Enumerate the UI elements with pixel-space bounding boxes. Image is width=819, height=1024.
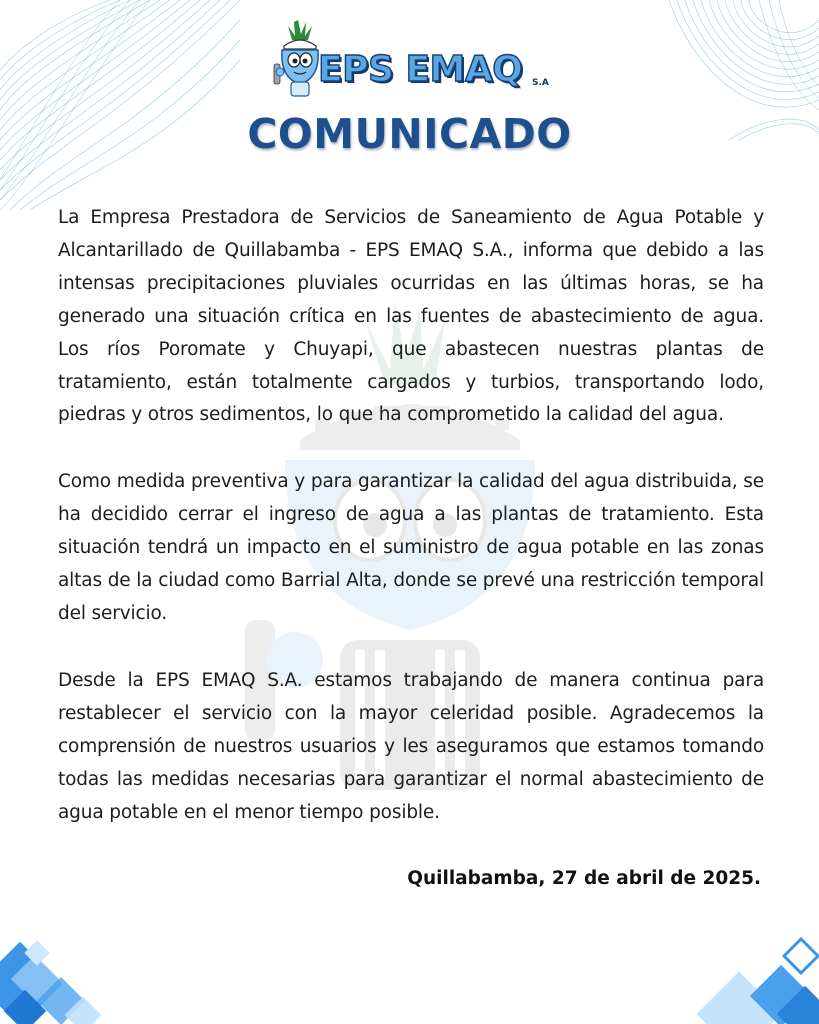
paragraph-1: La Empresa Prestadora de Servicios de Saneamiento de Agua Potable y Alcantarillado de Quillabamba - EPS EMAQ S.A., informa que debido a las intensas precipitaciones pluviales ocurridas en las últimas horas, se ha generado una situación crítica en las fuentes de abastecimiento de agua. Los ríos Poromate y Chuyapi, que abastecen nuestras plantas de tratamiento, están totalmente cargados y turbios, transportando lodo, piedras y otros sedimentos, lo que ha comprometido la calidad del agua. [58, 207, 764, 426]
diamond-decoration-bottom-left [0, 914, 130, 1024]
communique-body [58, 202, 764, 863]
page-title: COMUNICADO [247, 110, 572, 158]
place-and-date: Quillabamba, 27 de abril de 2025. [407, 868, 761, 889]
logo-suffix: S.A [532, 78, 549, 88]
paragraph-2: Como medida preventiva y para garantizar la calidad del agua distribuida, se ha decidido cerrar el ingreso de agua a las plantas de tratamiento. Esta situación tendrá un impacto en el suministro de agua potable en las zonas altas de la ciudad como Barrial Alta, donde se prevé una restricción temporal del servicio. [58, 471, 764, 624]
diamond-decoration-bottom-right [689, 934, 819, 1024]
logo-wordmark: EPS EMAQ [318, 49, 523, 90]
company-logo [270, 20, 555, 100]
wave-decoration-top-left [0, 0, 240, 210]
paragraph-3: Desde la EPS EMAQ S.A. estamos trabajando de manera continua para restablecer el servicio con la mayor celeridad posible. Agradecemos la comprensión de nuestros usuarios y les aseguramos que estamos tomando todas las medidas necesarias para garantizar el normal abastecimiento de agua potable en el menor tiempo posible. [58, 669, 764, 823]
